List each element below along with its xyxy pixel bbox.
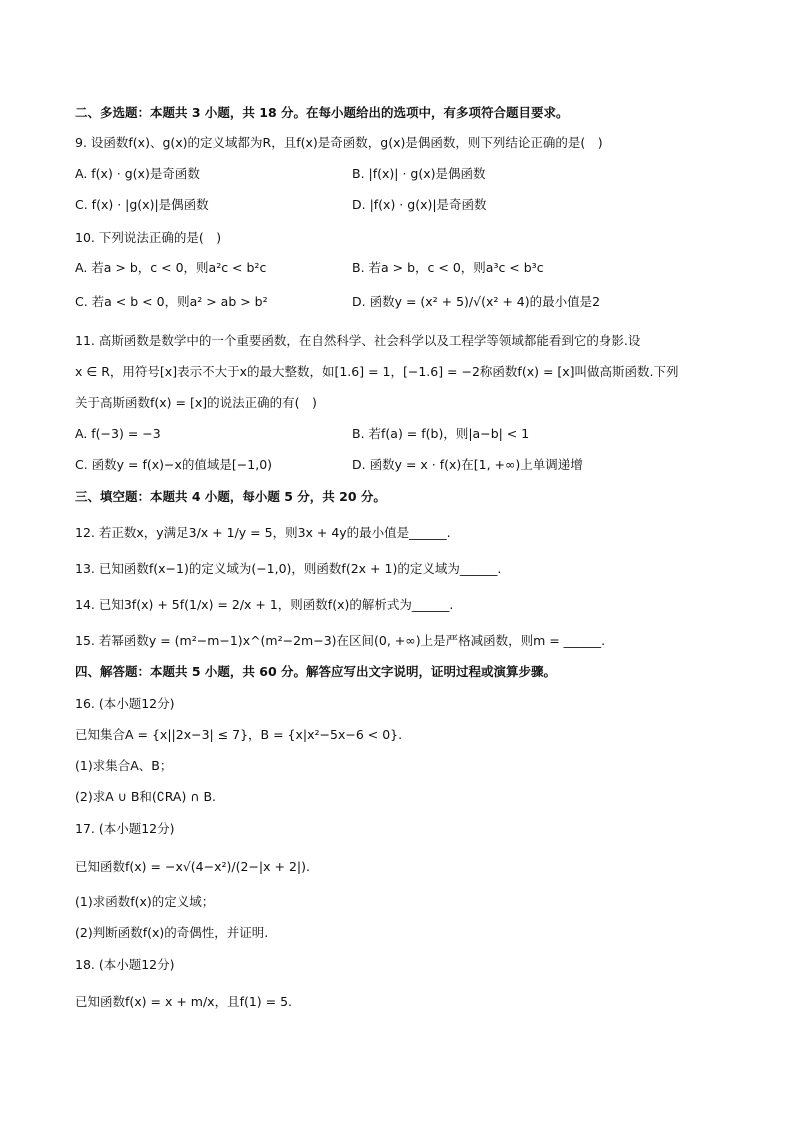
q17-title: 17. (本小题12分) — [75, 821, 175, 836]
q9-option-c: C. f(x) · |g(x)|是偶函数 — [75, 197, 209, 212]
q10-stem: 10. 下列说法正确的是( ) — [75, 230, 222, 245]
q11-stem-line2: x ∈ R，用符号[x]表示不大于x的最大整数，如[1.6] = 1，[−1.6] = −2称函数f(x) = [x]叫做高斯函数.下列 — [75, 364, 679, 379]
q13-text: 13. 已知函数f(x−1)的定义域为(−1,0)，则函数f(2x + 1)的定义域为______. — [75, 561, 502, 576]
q11-option-a: A. f(−3) = −3 — [75, 426, 161, 441]
q16-given: 已知集合A = {x||2x−3| ≤ 7}，B = {x|x²−5x−6 < 0}. — [75, 727, 403, 742]
q11-option-c: C. 函数y = f(x)−x的值域是[−1,0) — [75, 457, 273, 472]
q11-stem-line3: 关于高斯函数f(x) = [x]的说法正确的有( ) — [75, 395, 317, 410]
q11-option-d: D. 函数y = x · f(x)在[1, +∞)上单调递增 — [352, 457, 583, 472]
q11-option-b: B. 若f(a) = f(b)，则|a−b| < 1 — [352, 426, 530, 441]
q15-text: 15. 若幂函数y = (m²−m−1)x^(m²−2m−3)在区间(0, +∞)上是严格减函数，则m = ______. — [75, 633, 606, 648]
q12-text: 12. 若正数x，y满足3/x + 1/y = 5，则3x + 4y的最小值是______. — [75, 525, 451, 540]
q10-option-c: C. 若a < b < 0，则a² > ab > b² — [75, 294, 268, 309]
q9-option-d: D. |f(x) · g(x)|是奇函数 — [352, 197, 487, 212]
q18-given: 已知函数f(x) = x + m/x，且f(1) = 5. — [75, 994, 293, 1009]
section3-heading: 三、填空题：本题共 4 小题，每小题 5 分，共 20 分。 — [75, 489, 386, 504]
q17-part2: (2)判断函数f(x)的奇偶性，并证明. — [75, 925, 269, 940]
q9-stem: 9. 设函数f(x)、g(x)的定义域都为R，且f(x)是奇函数，g(x)是偶函数，则下列结论正确的是( ) — [75, 135, 603, 150]
q10-option-b: B. 若a > b，c < 0，则a³c < b³c — [352, 260, 544, 275]
q17-part1: (1)求函数f(x)的定义域； — [75, 894, 215, 909]
q17-given: 已知函数f(x) = −x√(4−x²)/(2−|x + 2|). — [75, 859, 310, 874]
q9-option-a: A. f(x) · g(x)是奇函数 — [75, 166, 200, 181]
q16-part2: (2)求A ∪ B和(∁RA) ∩ B. — [75, 789, 217, 804]
q10-option-d: D. 函数y = (x² + 5)/√(x² + 4)的最小值是2 — [352, 294, 601, 309]
section2-heading: 二、多选题：本题共 3 小题，共 18 分。在每小题给出的选项中，有多项符合题目要求。 — [75, 105, 569, 120]
q18-title: 18. (本小题12分) — [75, 957, 175, 972]
q11-stem-line1: 11. 高斯函数是数学中的一个重要函数，在自然科学、社会科学以及工程学等领域都能看到它的身影.设 — [75, 333, 641, 348]
q14-text: 14. 已知3f(x) + 5f(1/x) = 2/x + 1，则函数f(x)的解析式为______. — [75, 597, 454, 612]
q16-title: 16. (本小题12分) — [75, 696, 175, 711]
q16-part1: (1)求集合A、B； — [75, 758, 173, 773]
q10-option-a: A. 若a > b，c < 0，则a²c < b²c — [75, 260, 267, 275]
q9-option-b: B. |f(x)| · g(x)是偶函数 — [352, 166, 486, 181]
section4-heading: 四、解答题：本题共 5 小题，共 60 分。解答应写出文字说明，证明过程或演算步骤。 — [75, 664, 557, 679]
